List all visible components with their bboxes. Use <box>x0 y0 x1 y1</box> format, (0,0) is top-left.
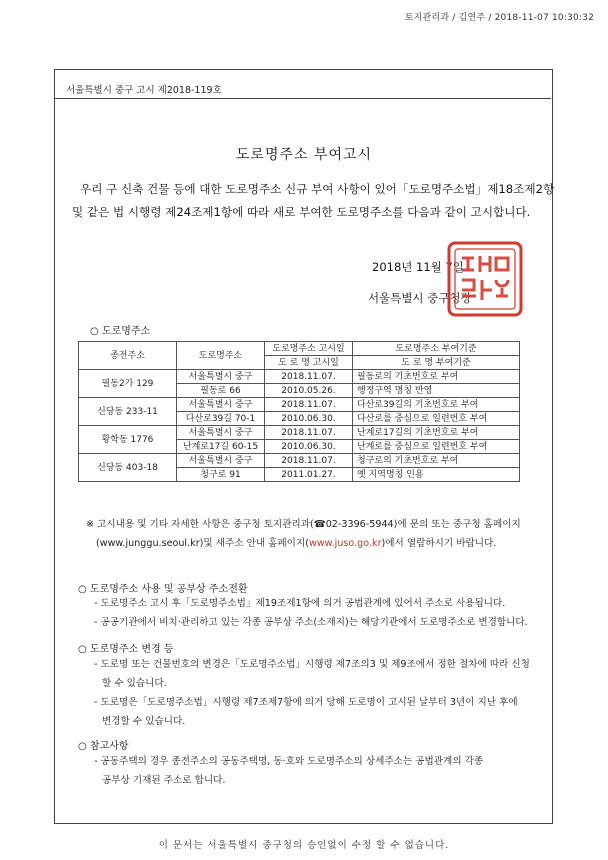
header-notice-date-bottom: 도 로 명 고시일 <box>265 356 353 370</box>
cell-date: 2010.06.30. <box>265 412 353 426</box>
cell-old-address: 황학동 1776 <box>79 426 177 454</box>
change-item-2-cont: 변경할 수 있습니다. <box>102 716 186 727</box>
intro-line-2: 및 같은 법 시행령 제24조제1항에 따라 새로 부여한 도로명주소를 다음과 같이 고시합니다. <box>72 205 531 219</box>
cell-road-address: 서울특별시 중구 <box>177 370 265 384</box>
cell-date: 2010.06.30. <box>265 440 353 454</box>
official-seal <box>446 240 524 318</box>
note-line-1: ※ 고시내용 및 기타 자세한 사항은 중구청 토지관리과(☎02-3396-5944)에 문의 또는 중구청 홈페이지 <box>86 519 521 530</box>
cell-road-address: 다산로39길 70-1 <box>177 412 265 426</box>
change-item-1-cont: 할 수 있습니다. <box>102 678 167 689</box>
cell-road-address: 서울특별시 중구 <box>177 426 265 440</box>
note-line-2 <box>86 534 536 553</box>
inquiry-note <box>86 515 536 553</box>
cell-date: 2018.11.07. <box>265 370 353 384</box>
cell-road-address: 서울특별시 중구 <box>177 398 265 412</box>
notice-date: 2018년 11월 7일 <box>372 260 464 274</box>
table-row <box>79 370 520 384</box>
cell-basis: 난계로를 중심으로 일련번호 부여 <box>353 440 520 454</box>
cell-basis: 난계로17길의 기초번호로 부여 <box>353 426 520 440</box>
table-row <box>79 426 520 440</box>
cell-old-address: 신당동 233-11 <box>79 398 177 426</box>
cell-basis: 다산로를 중심으로 일련번호 부여 <box>353 412 520 426</box>
section-reference-title: ○ 참고사항 <box>78 741 129 752</box>
page-title: 도로명주소 부여고시 <box>235 147 373 163</box>
section-road-address: ○ 도로명주소 <box>90 326 151 337</box>
cell-road-address: 난계로17길 60-15 <box>177 440 265 454</box>
juso-link[interactable]: www.juso.go.kr <box>308 538 382 549</box>
cell-basis: 다산로39길의 기초번호로 부여 <box>353 398 520 412</box>
cell-road-address: 서울특별시 중구 <box>177 454 265 468</box>
section-change-title: ○ 도로명주소 변경 등 <box>78 644 174 655</box>
usage-item-2: - 공공기관에서 비치·관리하고 있는 각종 공부상 주소(소재지)는 해당기관에서 도로명주소로 변경합니다. <box>94 617 528 628</box>
cell-date: 2011.01.27. <box>265 468 353 482</box>
issuer-name: 서울특별시 중구청장 <box>368 291 472 305</box>
change-item-1: - 도로명 또는 건물번호의 변경은「도로명주소법」시행령 제7조의3 및 제9조에서 정한 절차에 따라 신청 <box>94 659 530 670</box>
table-row <box>79 454 520 468</box>
header-divider <box>54 98 551 99</box>
section-usage-title: ○ 도로명주소 사용 및 공부상 주소전환 <box>78 584 248 595</box>
note-text: )에서 열람하시기 바랍니다. <box>381 538 497 549</box>
cell-road-address: 청구로 91 <box>177 468 265 482</box>
document-stamp: 토지관리과 / 김연주 / 2018-11-07 10:30:32 <box>404 13 594 23</box>
intro-line-1: 우리 구 신축 건물 등에 대한 도로명주소 신규 부여 사항이 있어「도로명주소법」제18조제2항 <box>80 182 555 196</box>
cell-road-address: 필동로 66 <box>177 384 265 398</box>
reference-item-1-cont: 공부상 기재된 주소로 합니다. <box>102 775 226 786</box>
cell-basis: 필동로의 기초번호로 부여 <box>353 370 520 384</box>
table-row <box>79 398 520 412</box>
header-road-address: 도로명주소 <box>177 342 265 370</box>
cell-date: 2010.05.26. <box>265 384 353 398</box>
header-old-address: 종전주소 <box>79 342 177 370</box>
cell-date: 2018.11.07. <box>265 454 353 468</box>
header-notice-date-top: 도로명주소 고시일 <box>265 342 353 356</box>
cell-basis: 옛 지역명칭 인용 <box>353 468 520 482</box>
cell-date: 2018.11.07. <box>265 426 353 440</box>
intro-paragraph <box>72 178 555 224</box>
notice-number: 서울특별시 중구 고시 제2018-119호 <box>66 85 222 96</box>
road-address-table <box>78 341 520 482</box>
cell-old-address: 신당동 403-18 <box>79 454 177 482</box>
cell-basis: 행정구역 명칭 반영 <box>353 384 520 398</box>
header-basis-bottom: 도 로 명 부여기준 <box>353 356 520 370</box>
cell-old-address: 필동2가 129 <box>79 370 177 398</box>
cell-basis: 청구로의 기초번호로 부여 <box>353 454 520 468</box>
change-item-2: - 도로명은「도로명주소법」시행령 제7조제7항에 의거 당해 도로명이 고시된 날부터 3년이 지난 후에 <box>94 697 518 708</box>
usage-item-1: - 도로명주소 고시 후「도로명주소법」제19조제1항에 의거 공법관계에 있어서 주소로 사용됩니다. <box>94 598 506 609</box>
header-basis-top: 도로명주소 부여기준 <box>353 342 520 356</box>
cell-date: 2018.11.07. <box>265 398 353 412</box>
note-text: (www.junggu.seoul.kr)및 새주소 안내 홈페이지( <box>96 538 309 549</box>
footer-notice: 이 문서는 서울특별시 중구청의 승인없이 수정 할 수 없습니다. <box>158 840 450 851</box>
reference-item-1: - 공동주택의 경우 종전주소의 공동주택명, 동·호와 도로명주소의 상세주소는 공법관계의 각종 <box>94 756 484 767</box>
